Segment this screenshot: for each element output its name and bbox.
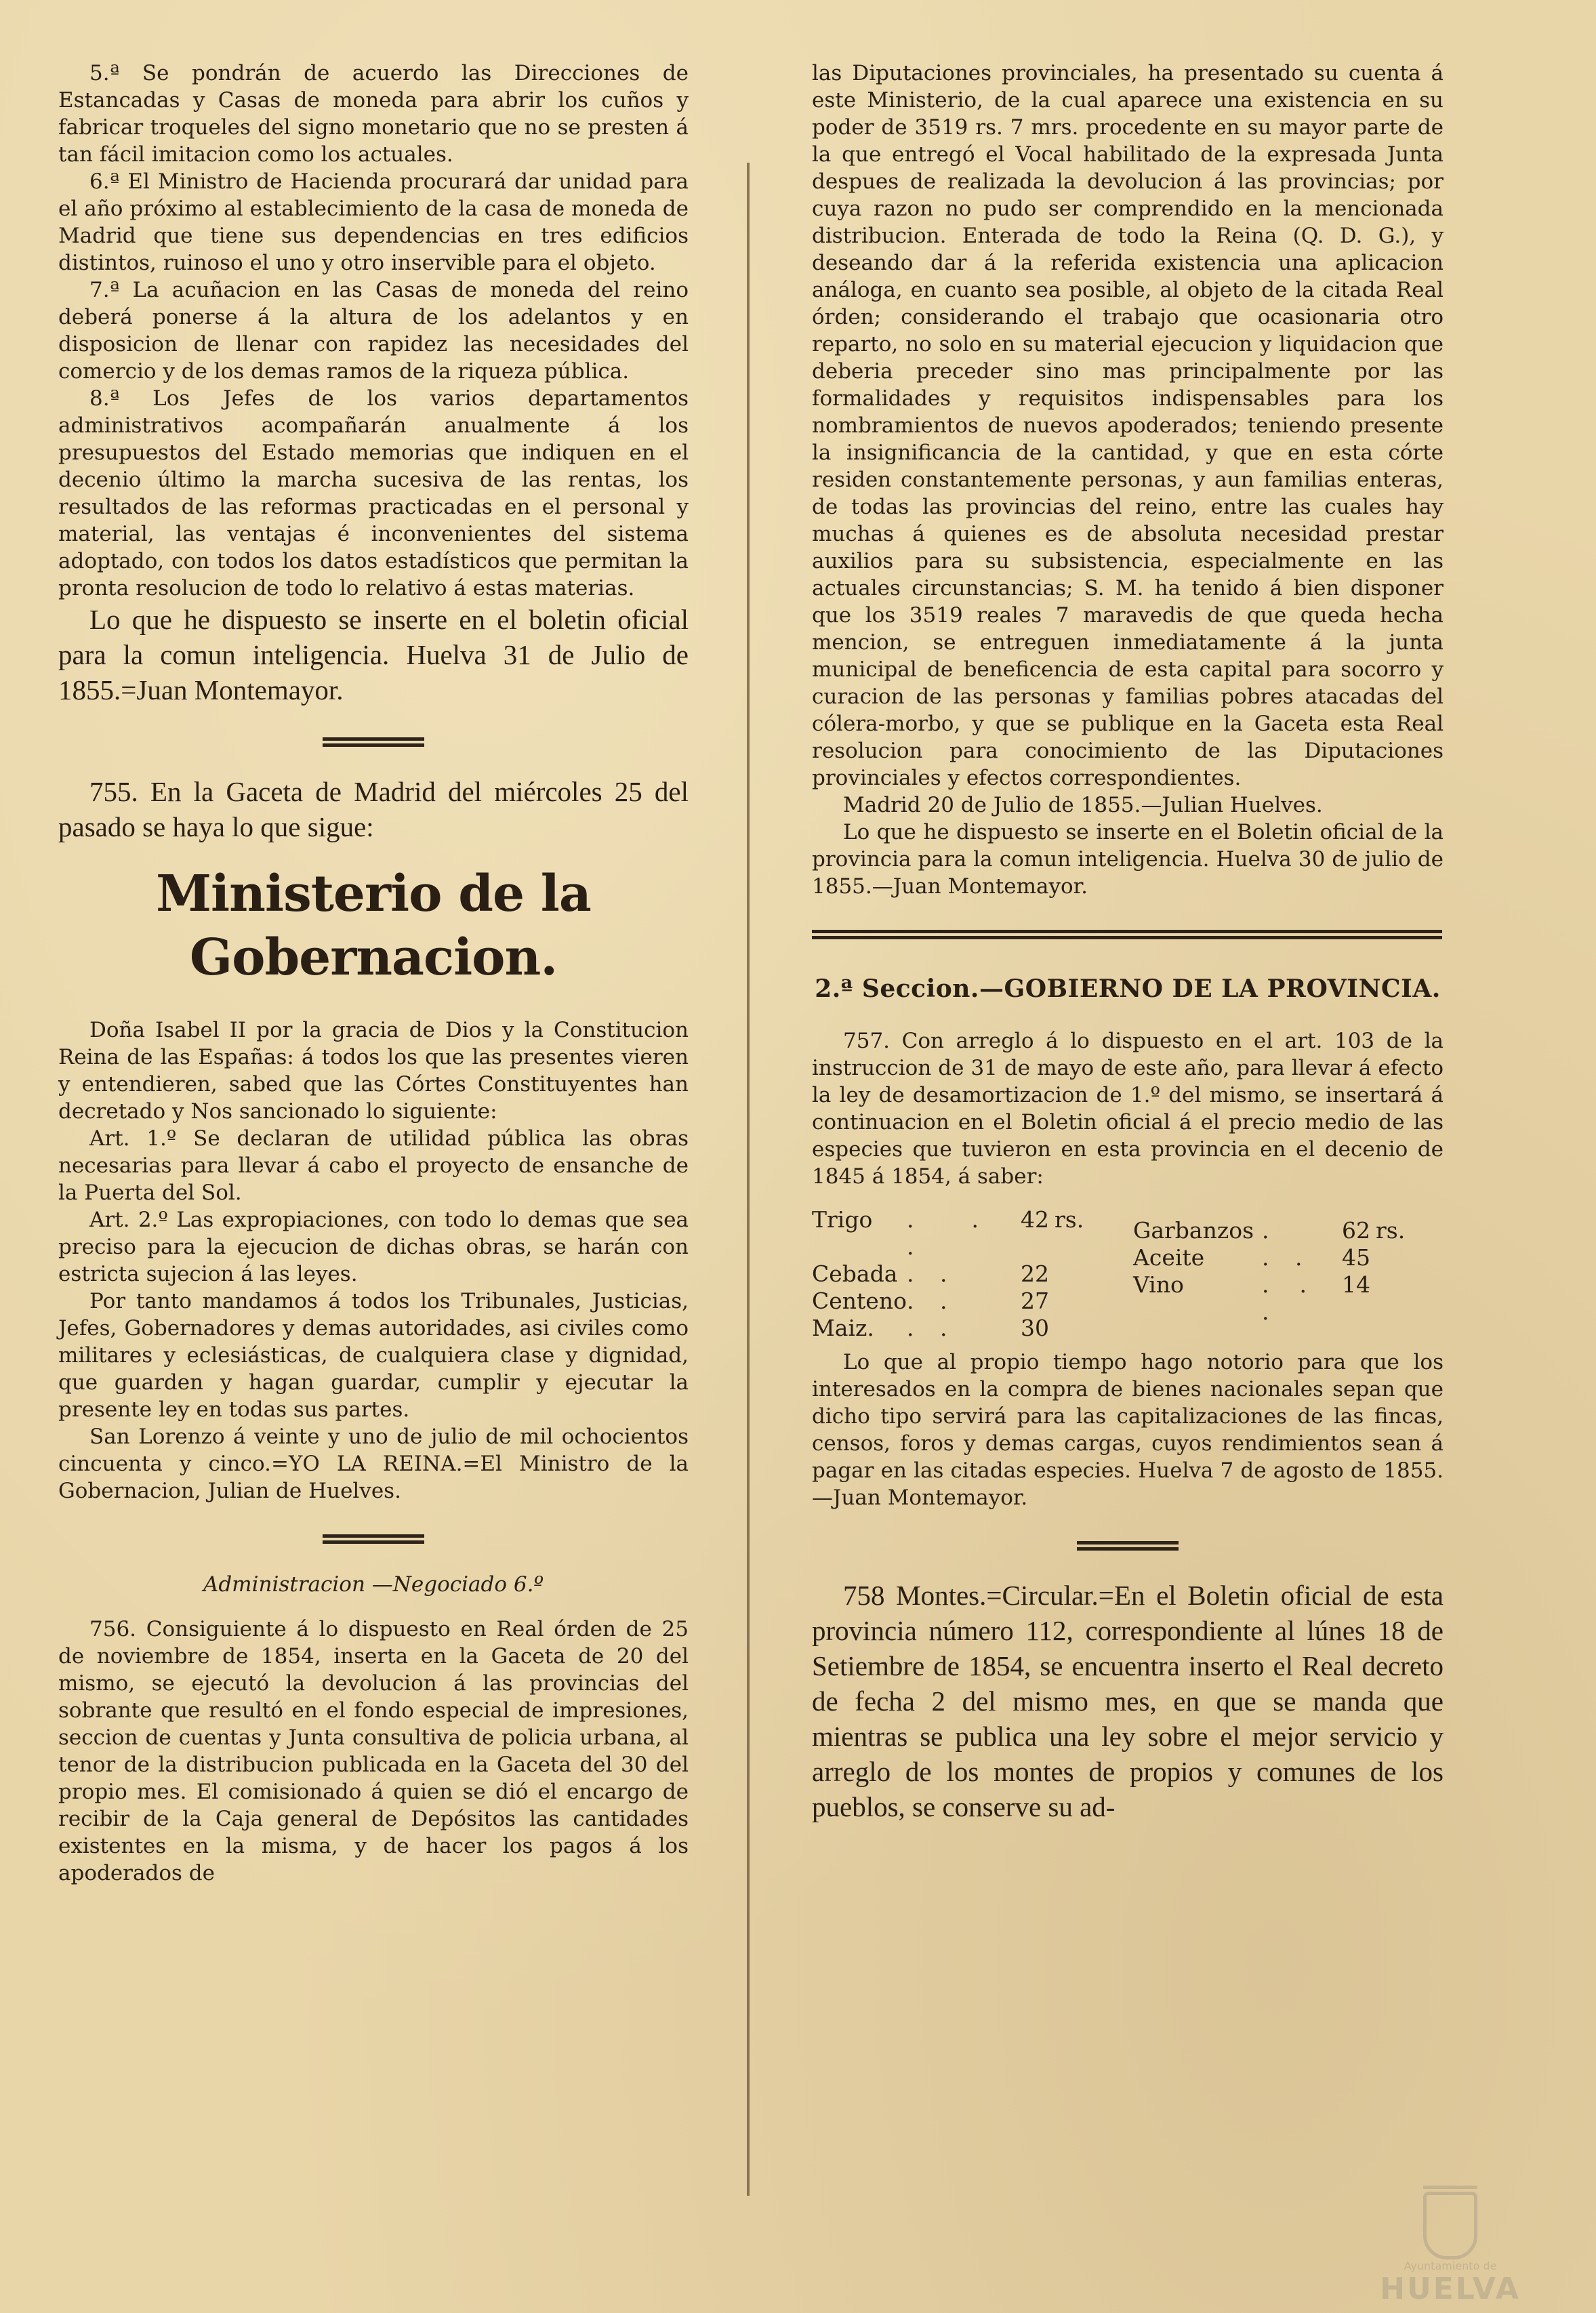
price-item: Cebada: [812, 1261, 898, 1287]
notice-756: 756. Consiguiente á lo dispuesto en Real órden de 25 de noviembre de 1854, inserta en la Gaceta de 20 del mismo, se ejecutó la devolucion á las provincias del sobrante que resultó en el fondo especial de impresiones, seccion de cuentas y Junta consultiva de policia urbana, al tenor de la distribucion publicada en la Gaceta del 30 del propio mes. El comisionado á quien se dió el encargo de recibir de la Caja general de Depósitos las cantidades existentes en la misma, y de hacer los pagos á los apoderados de: [58, 1617, 689, 1885]
price-unit: rs.: [1055, 1206, 1084, 1233]
price-item: Vino: [1133, 1271, 1184, 1298]
price-item: Garbanzos: [1133, 1217, 1254, 1244]
price-column-b: [1133, 1206, 1444, 1342]
ministry-heading: Ministerio de la Gobernacion.: [156, 865, 591, 987]
price-row: [1133, 1244, 1416, 1271]
price-item: Centeno: [812, 1288, 907, 1314]
price-value: 22: [1021, 1261, 1049, 1287]
shield-icon: [1423, 2192, 1477, 2259]
watermark-caption: Ayuntamiento de: [1404, 2259, 1497, 2272]
price-value: 30: [1021, 1315, 1049, 1341]
price-unit: [1370, 1271, 1416, 1326]
price-unit: [1370, 1244, 1416, 1271]
notice-757-closing: Lo que al propio tiempo hago notorio para que los interesados en la compra de bienes nacionales sepan que dicho tipo servirá para las capitalizaciones de las fincas, censos, foros y demas cargas, cuyos rendimientos sean á pagar en las citadas especies. Huelva 7 de agosto de 1855.—Juan Montemayor.: [812, 1350, 1444, 1510]
price-item: Trigo: [812, 1206, 873, 1233]
price-value: 27: [1021, 1288, 1049, 1314]
price-table: [812, 1206, 1444, 1342]
price-row: [812, 1206, 1095, 1261]
section-divider-long: [812, 930, 1442, 939]
price-item: Aceite: [1133, 1244, 1205, 1271]
watermark-name: HUELVA: [1380, 2272, 1521, 2306]
price-row: [1133, 1271, 1416, 1326]
archive-watermark: [1349, 2172, 1552, 2306]
price-value: 45: [1342, 1244, 1370, 1271]
section-divider: [323, 737, 424, 747]
price-unit: [1049, 1261, 1095, 1288]
leader-dots: . .: [907, 1261, 957, 1287]
administration-subheading: Administracion —Negociado 6.º: [203, 1572, 544, 1597]
notice-755-intro: 755. En la Gaceta de Madrid del miércoles 25 del pasado se haya lo que sigue:: [58, 776, 689, 842]
price-unit: [1049, 1315, 1095, 1342]
price-value: 42: [1021, 1206, 1049, 1233]
article-8: 8.ª Los Jefes de los varios departamentos administrativos acompañarán anualmente á los presupuestos del Estado memorias que indiquen en el decenio último la marcha sucesiva de las rentas, los resultados de las reformas practicadas en el personal y material, las ventajas é inconvenientes del sistema adoptado, con todos los datos estadísticos que permitan la pronta resolucion de todo lo relativo á estas materias.: [58, 386, 689, 600]
price-value: 14: [1342, 1271, 1370, 1298]
law-article-1: Art. 1.º Se declaran de utilidad pública las obras necesarias para llevar á cabo el proyecto de ensanche de la Puerta del Sol.: [58, 1126, 689, 1205]
price-row: [1133, 1217, 1416, 1244]
leader-dots: . .: [1262, 1244, 1312, 1271]
leader-dots: . .: [907, 1288, 957, 1314]
crown-icon: [1423, 2172, 1477, 2189]
notice-756-continued: las Diputaciones provinciales, ha presentado su cuenta á este Ministerio, de la cual aparece una existencia en su poder de 3519 rs. 7 mrs. procedente en su mayor parte de la que entregó el Vocal habilitado de la expresada Junta despues de realizada la devolucion á las provincias; por cuya razon no pudo ser comprendido en la mencionada distribucion. Enterada de todo la Reina (Q. D. G.), y deseando dar á la referida existencia una aplicacion análoga, en cuanto sea posible, al objeto de la citada Real órden; considerando el trabajo que ocasionaria otro reparto, no solo en su material ejecucion y liquidacion que deberia preceder sino mas principalmente por las formalidades y requisitos indispensables para los nombramientos de nuevos apoderados; teniendo presente la insignificancia de la cantidad, y que en esta córte residen constantemente personas, y aun familias enteras, de todas las provincias del reino, entre las cuales hay muchas á quienes es de absoluta necesidad prestar auxilios para su subsistencia, especialmente en las actuales circunstancias; S. M. ha tenido á bien disponer que los 3519 reales 7 maravedis de que queda hecha mencion, se entreguen inmediatamente á la junta municipal de beneficencia de esta capital para socorro y curacion de las personas y familias pobres atacadas del cólera-morbo, y que se publique en la Gaceta esta Real resolucion para conocimiento de las Diputaciones provinciales y efectos correspondientes.: [812, 61, 1444, 790]
notice-758: 758 Montes.=Circular.=En el Boletin oficial de esta provincia número 112, correspondiente al lúnes 18 de Setiembre de 1854, se encuentra inserto el Real decreto de fecha 2 del mismo mes, en que se manda que mientras se publica una ley sobre el mejor servicio y arreglo de los montes de propios y comunes de los pueblos, se conserve su ad-: [812, 1580, 1444, 1822]
law-signature: San Lorenzo á veinte y uno de julio de mil ochocientos cincuenta y cinco.=YO LA REINA.=El Ministro de la Gobernacion, Julian de Huelves.: [58, 1425, 689, 1503]
law-article-2: Art. 2.º Las expropiaciones, con todo lo demas que sea preciso para la ejecucion de dichas obras, se harán con estricta sujecion á las leyes.: [58, 1208, 689, 1286]
article-7: 7.ª La acuñacion en las Casas de moneda del reino deberá ponerse á la altura de los adelantos y en disposicion de llenar con rapidez las necesidades del comercio y de los demas ramos de la riqueza pública.: [58, 278, 689, 384]
price-value: 62: [1342, 1217, 1370, 1244]
price-item: Maiz.: [812, 1315, 874, 1341]
section-heading: 2.ª Seccion.—GOBIERNO DE LA PROVINCIA.: [815, 975, 1441, 1003]
article-5: 5.ª Se pondrán de acuerdo las Direcciones de Estancadas y Casas de moneda para abrir los cuños y fabricar troqueles del signo monetario que no se presten á tan fácil imitacion como los actuales.: [58, 61, 689, 167]
price-row: [812, 1315, 1095, 1342]
law-mandate: Por tanto mandamos á todos los Tribunales, Justicias, Jefes, Gobernadores y demas autoridades, asi civiles como militares y eclesiásticas, de cualquiera clase y dignidad, que guarden y hagan guardar, cumplir y ejecutar la presente ley en todas sus partes.: [58, 1289, 689, 1422]
price-row: [812, 1288, 1095, 1315]
left-column: [58, 60, 689, 1887]
section-divider: [323, 1534, 424, 1544]
price-row: [812, 1261, 1095, 1288]
madrid-signature: Madrid 20 de Julio de 1855.—Julian Huelves.: [843, 793, 1323, 817]
column-rule: [747, 163, 750, 2196]
article-6: 6.ª El Ministro de Hacienda procurará dar unidad para el año próximo al establecimiento de la casa de moneda de Madrid que tiene sus dependencias en tres edificios distintos, ruinoso el uno y otro inservible para el objeto.: [58, 169, 689, 275]
price-column-a: [812, 1206, 1095, 1342]
right-column: [812, 60, 1444, 1824]
leader-dots: . .: [907, 1315, 957, 1341]
closing-notice-756: Lo que he dispuesto se inserte en el Boletin oficial de la provincia para la comun inteligencia. Huelva 30 de julio de 1855.—Juan Montemayor.: [812, 820, 1444, 899]
leader-dots: . . .: [907, 1206, 988, 1260]
royal-preamble: Doña Isabel II por la gracia de Dios y la Constitucion Reina de las Españas: á todos los que las presentes vieren y entendieren, sabed que las Córtes Constituyentes han decretado y Nos sancionado lo siguiente:: [58, 1018, 689, 1124]
price-unit: [1049, 1288, 1095, 1315]
leader-dots: .: [1262, 1217, 1279, 1244]
notice-757: 757. Con arreglo á lo dispuesto en el art. 103 de la instruccion de 31 de mayo de este año, para llevar á efecto la ley de desamortizacion de 1.º del mismo, se insertará á continuacion en el Boletin oficial á el precio medio de las especies que tuvieron en esta provincia en el decenio de 1845 á 1854, á saber:: [812, 1029, 1444, 1189]
section-divider: [1077, 1541, 1179, 1551]
price-unit: rs.: [1376, 1217, 1406, 1244]
leader-dots: . . .: [1262, 1271, 1316, 1325]
closing-notice-754: Lo que he dispuesto se inserte en el boletin oficial para la comun inteligencia. Huelva 31 de Julio de 1855.=Juan Montemayor.: [58, 604, 689, 705]
